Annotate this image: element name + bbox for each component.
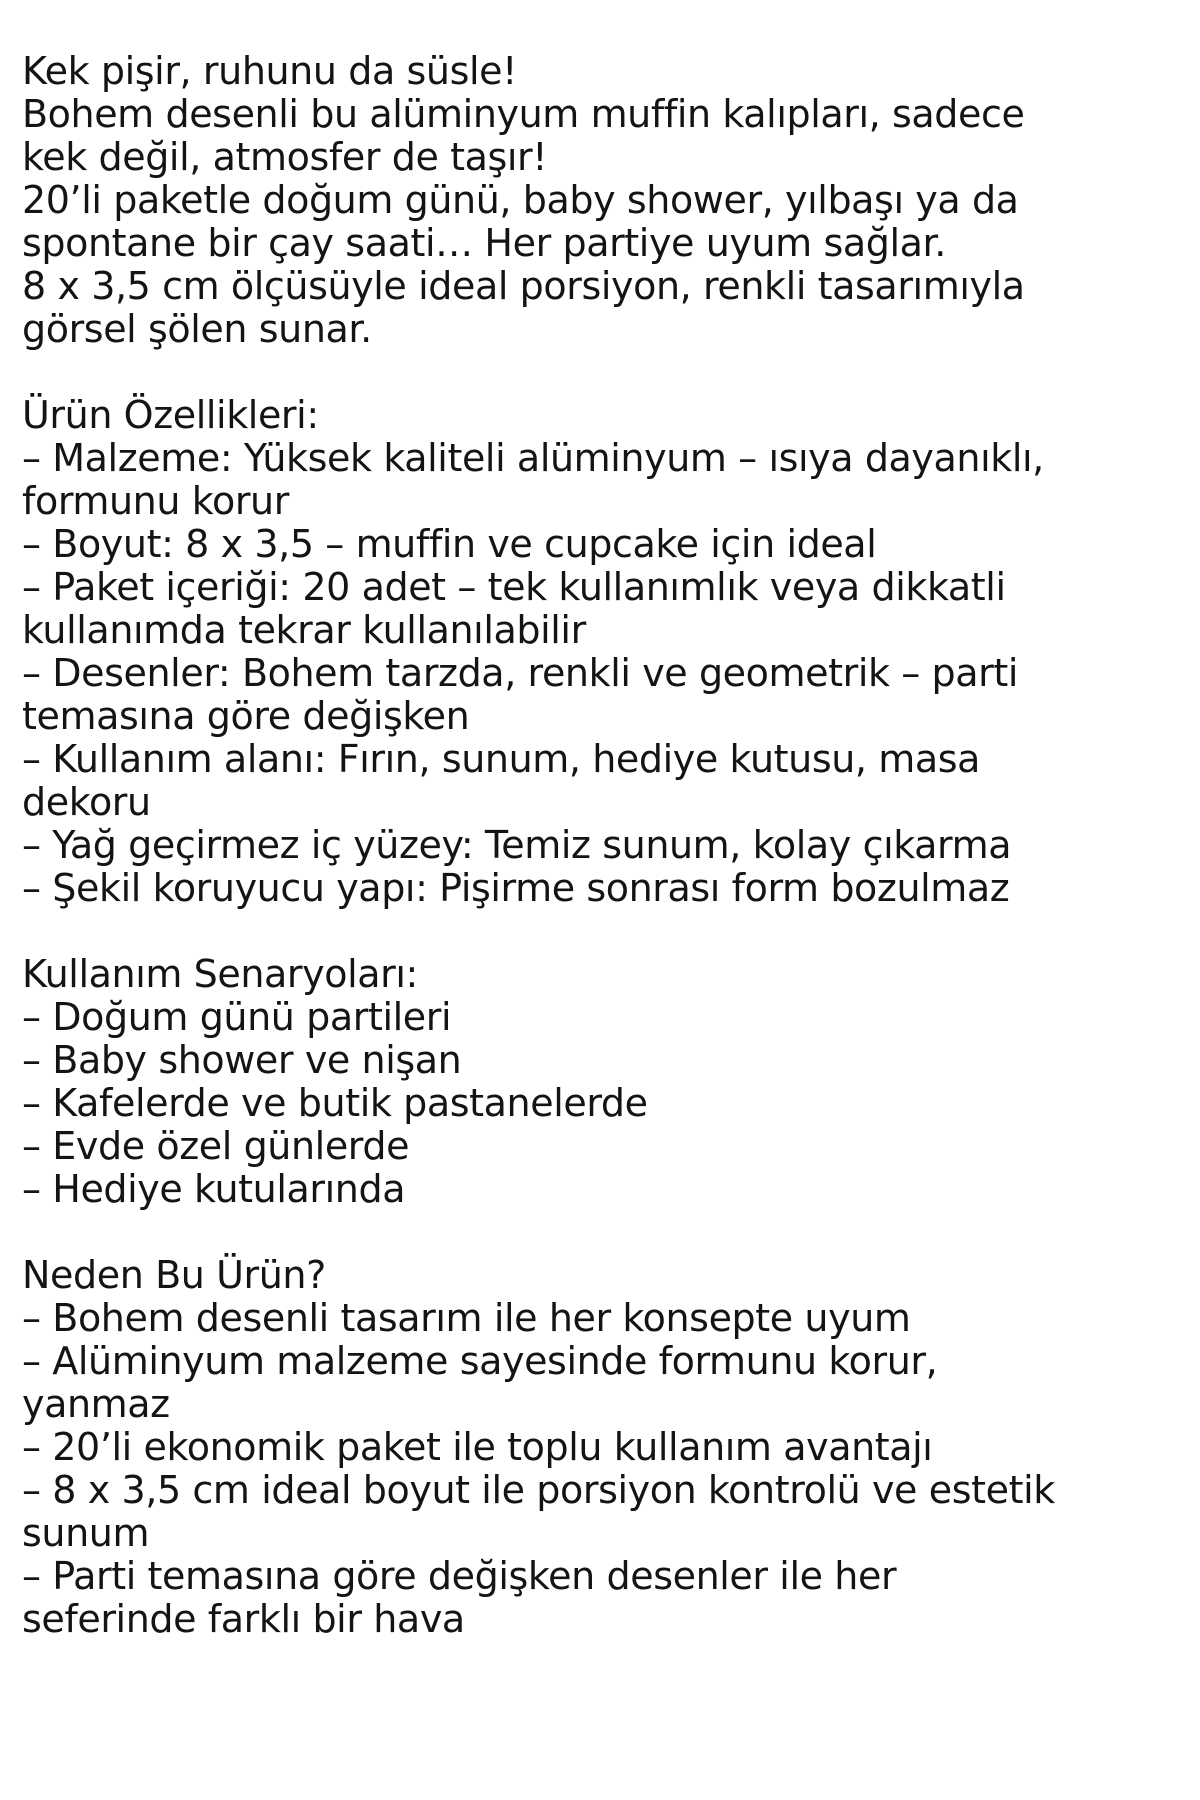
intro-line: spontane bir çay saati… Her partiye uyum sağlar.	[22, 221, 946, 265]
why-line: – 20’li ekonomik paket ile toplu kullanım avantajı	[22, 1425, 933, 1469]
features-line: – Malzeme: Yüksek kaliteli alüminyum – ısıya dayanıklı,	[22, 436, 1044, 480]
scenarios-line: – Hediye kutularında	[22, 1167, 406, 1211]
features-line: formunu korur	[22, 479, 289, 523]
paragraph-gap	[22, 351, 1182, 394]
why-line: – Parti temasına göre değişken desenler ile her	[22, 1554, 897, 1598]
scenarios-line: – Doğum günü partileri	[22, 995, 452, 1039]
why-line: – 8 x 3,5 cm ideal boyut ile porsiyon kontrolü ve estetik	[22, 1468, 1055, 1512]
why-line: seferinde farklı bir hava	[22, 1597, 465, 1641]
features-heading: Ürün Özellikleri:	[22, 393, 319, 437]
scenarios-line: – Evde özel günlerde	[22, 1124, 410, 1168]
why-heading: Neden Bu Ürün?	[22, 1253, 326, 1297]
features-line: temasına göre değişken	[22, 694, 470, 738]
features-line: – Yağ geçirmez iç yüzey: Temiz sunum, kolay çıkarma	[22, 823, 1012, 867]
intro-line: Bohem desenli bu alüminyum muffin kalıpları, sadece	[22, 92, 1025, 136]
intro-line: kek değil, atmosfer de taşır!	[22, 135, 548, 179]
intro-section	[22, 50, 1182, 351]
intro-line: görsel şölen sunar.	[22, 307, 372, 351]
why-line: sunum	[22, 1511, 150, 1555]
features-line: dekoru	[22, 780, 151, 824]
scenarios-line: – Baby shower ve nişan	[22, 1038, 462, 1082]
features-line: – Şekil koruyucu yapı: Pişirme sonrası form bozulmaz	[22, 866, 1010, 910]
why-section	[22, 1254, 1182, 1641]
scenarios-line: – Kafelerde ve butik pastanelerde	[22, 1081, 648, 1125]
intro-line: 8 x 3,5 cm ölçüsüyle ideal porsiyon, renkli tasarımıyla	[22, 264, 1025, 308]
features-line: – Paket içeriği: 20 adet – tek kullanımlık veya dikkatli	[22, 565, 1006, 609]
features-line: kullanımda tekrar kullanılabilir	[22, 608, 586, 652]
why-line: yanmaz	[22, 1382, 170, 1426]
paragraph-gap	[22, 910, 1182, 953]
product-description	[22, 50, 1182, 1641]
intro-line: 20’li paketle doğum günü, baby shower, yılbaşı ya da	[22, 178, 1019, 222]
features-section	[22, 394, 1182, 910]
scenarios-section	[22, 953, 1182, 1211]
paragraph-gap	[22, 1211, 1182, 1254]
features-line: – Desenler: Bohem tarzda, renkli ve geometrik – parti	[22, 651, 1019, 695]
why-line: – Bohem desenli tasarım ile her konsepte uyum	[22, 1296, 911, 1340]
why-line: – Alüminyum malzeme sayesinde formunu korur,	[22, 1339, 938, 1383]
features-line: – Kullanım alanı: Fırın, sunum, hediye kutusu, masa	[22, 737, 981, 781]
intro-line: Kek pişir, ruhunu da süsle!	[22, 49, 517, 93]
scenarios-heading: Kullanım Senaryoları:	[22, 952, 418, 996]
features-line: – Boyut: 8 x 3,5 – muffin ve cupcake için ideal	[22, 522, 877, 566]
